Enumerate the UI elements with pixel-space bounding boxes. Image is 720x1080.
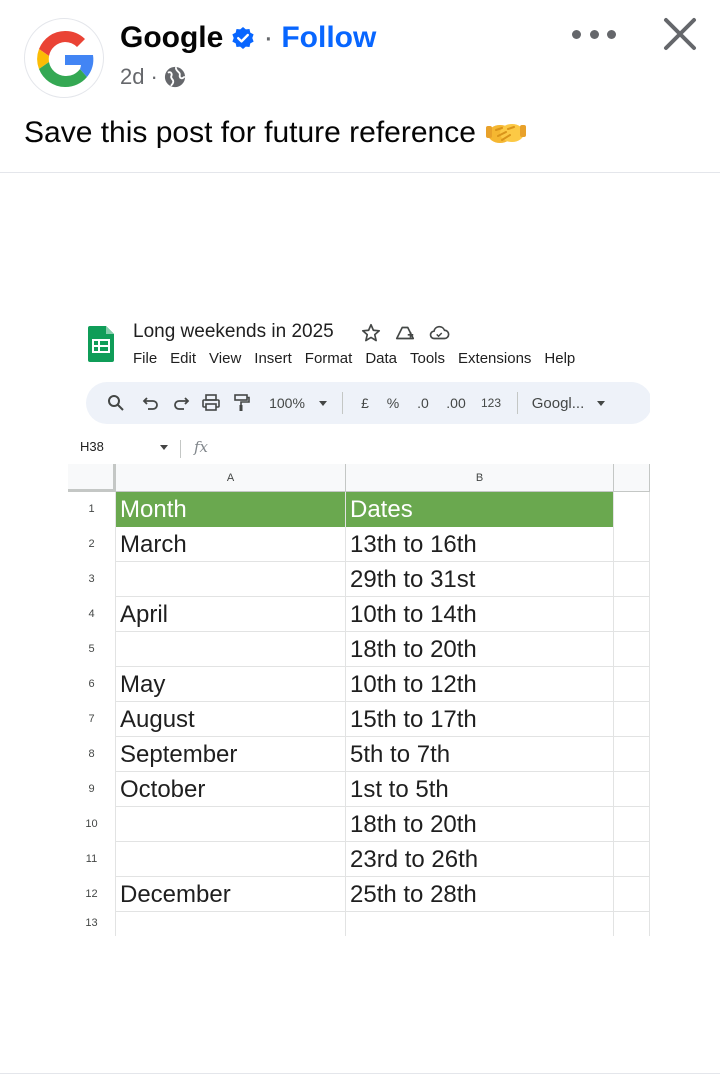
menu-view[interactable]: View	[209, 350, 242, 367]
redo-icon	[171, 393, 191, 413]
table-row	[68, 912, 650, 936]
google-avatar[interactable]	[24, 18, 104, 98]
menu-tools[interactable]: Tools	[410, 350, 446, 367]
table-row	[68, 877, 650, 912]
print-icon	[201, 393, 221, 413]
google-logo-icon	[25, 19, 104, 98]
row-number[interactable]: 1	[68, 492, 116, 527]
cell-c5[interactable]	[614, 632, 650, 667]
cell-c7[interactable]	[614, 702, 650, 737]
more-dot-icon	[590, 30, 599, 39]
cell-c1[interactable]	[614, 492, 650, 527]
meta-separator: ·	[150, 64, 158, 89]
name-box-dropdown-icon[interactable]	[160, 445, 168, 450]
spreadsheet-image[interactable]	[68, 312, 650, 936]
document-title[interactable]: Long weekends in 2025	[133, 321, 334, 342]
cell-c4[interactable]	[614, 597, 650, 632]
row-number[interactable]: 6	[68, 667, 116, 702]
cell-a12[interactable]: December	[116, 877, 346, 912]
cell-a9[interactable]: October	[116, 772, 346, 807]
table-row	[68, 737, 650, 772]
menu-help[interactable]: Help	[544, 350, 576, 367]
more-dot-icon	[572, 30, 581, 39]
cell-a5[interactable]	[116, 632, 346, 667]
separator-dot: ·	[263, 21, 274, 54]
cell-b9[interactable]: 1st to 5th	[346, 772, 614, 807]
cell-a11[interactable]	[116, 842, 346, 877]
table-row	[68, 527, 650, 562]
cell-a3[interactable]	[116, 562, 346, 597]
cell-c8[interactable]	[614, 737, 650, 772]
cell-a6[interactable]: May	[116, 667, 346, 702]
cloud-status-icon[interactable]	[428, 322, 450, 344]
menu-format[interactable]: Format	[304, 350, 353, 367]
menu-edit[interactable]: Edit	[170, 350, 197, 367]
paint-format-button[interactable]	[226, 393, 256, 413]
globe-icon	[164, 66, 186, 88]
cell-a2[interactable]: March	[116, 527, 346, 562]
cell-a13[interactable]	[116, 912, 346, 936]
row-number[interactable]: 5	[68, 632, 116, 667]
font-dropdown-icon[interactable]	[590, 401, 612, 406]
cell-c6[interactable]	[614, 667, 650, 702]
undo-icon	[141, 393, 161, 413]
follow-button[interactable]: Follow	[281, 21, 377, 54]
row-number[interactable]: 2	[68, 527, 116, 562]
author-name[interactable]: Google	[120, 21, 224, 54]
fx-icon: fx	[194, 438, 209, 456]
cell-c12[interactable]	[614, 877, 650, 912]
menu-data[interactable]: Data	[365, 350, 397, 367]
handshake-emoji-icon	[486, 118, 526, 148]
post-time[interactable]: 2d	[120, 64, 145, 89]
print-button[interactable]	[196, 393, 226, 413]
post-caption: Save this post for future reference	[24, 116, 476, 149]
column-header-a[interactable]: A	[116, 464, 346, 492]
row-number[interactable]: 11	[68, 842, 116, 877]
currency-format-button[interactable]: £	[361, 395, 369, 411]
cell-b4[interactable]: 10th to 14th	[346, 597, 614, 632]
cell-b2[interactable]: 13th to 16th	[346, 527, 614, 562]
post-bottom-divider	[0, 1073, 720, 1074]
row-number[interactable]: 13	[68, 912, 116, 936]
column-header-b[interactable]: B	[346, 464, 614, 492]
select-all-corner[interactable]	[68, 464, 116, 492]
cell-b10[interactable]: 18th to 20th	[346, 807, 614, 842]
row-number[interactable]: 4	[68, 597, 116, 632]
cell-b5[interactable]: 18th to 20th	[346, 632, 614, 667]
row-number[interactable]: 10	[68, 807, 116, 842]
post-divider	[0, 172, 720, 173]
star-icon[interactable]	[360, 322, 382, 344]
search-menus-button[interactable]	[104, 393, 128, 413]
table-row	[68, 807, 650, 842]
toolbar	[86, 382, 650, 424]
table-row	[68, 702, 650, 737]
cell-b12[interactable]: 25th to 28th	[346, 877, 614, 912]
menu-insert[interactable]: Insert	[254, 350, 292, 367]
cell-c9[interactable]	[614, 772, 650, 807]
cell-b7[interactable]: 15th to 17th	[346, 702, 614, 737]
cell-a4[interactable]: April	[116, 597, 346, 632]
verified-badge-icon	[231, 26, 255, 50]
table-row	[68, 842, 650, 877]
column-header-c[interactable]	[614, 464, 650, 492]
row-number[interactable]: 8	[68, 737, 116, 772]
zoom-dropdown-icon[interactable]	[312, 401, 334, 406]
cell-a8[interactable]: September	[116, 737, 346, 772]
undo-button[interactable]	[136, 393, 166, 413]
increase-decimal-button[interactable]: .00	[446, 395, 466, 411]
row-number[interactable]: 9	[68, 772, 116, 807]
search-icon	[106, 393, 126, 413]
row-number[interactable]: 7	[68, 702, 116, 737]
move-to-folder-icon[interactable]	[394, 322, 416, 344]
table-row	[68, 597, 650, 632]
cell-b13[interactable]	[346, 912, 614, 936]
toolbar-divider	[517, 392, 518, 414]
menu-file[interactable]: File	[133, 350, 158, 367]
close-icon[interactable]	[658, 12, 702, 56]
table-row	[68, 772, 650, 807]
redo-button[interactable]	[166, 393, 196, 413]
cell-b1[interactable]: Dates	[346, 492, 614, 527]
table-row	[68, 562, 650, 597]
font-select[interactable]: Googl...	[531, 394, 585, 412]
paint-format-icon	[231, 393, 251, 413]
zoom-select[interactable]: 100%	[269, 395, 305, 411]
menu-extensions[interactable]: Extensions	[458, 350, 532, 367]
cell-c2[interactable]	[614, 527, 650, 562]
decrease-decimal-button[interactable]: .0	[417, 395, 429, 411]
cell-b6[interactable]: 10th to 12th	[346, 667, 614, 702]
cell-b11[interactable]: 23rd to 26th	[346, 842, 614, 877]
table-row	[68, 667, 650, 702]
more-dot-icon	[607, 30, 616, 39]
percent-format-button[interactable]: %	[386, 395, 400, 411]
row-number[interactable]: 12	[68, 877, 116, 912]
more-formats-button[interactable]: 123	[480, 396, 502, 410]
row-number[interactable]: 3	[68, 562, 116, 597]
cell-b8[interactable]: 5th to 7th	[346, 737, 614, 772]
cell-c13[interactable]	[614, 912, 650, 936]
cell-c11[interactable]	[614, 842, 650, 877]
table-row	[68, 492, 650, 527]
google-sheets-logo-icon	[88, 326, 114, 362]
cell-c3[interactable]	[614, 562, 650, 597]
toolbar-divider	[342, 392, 343, 414]
cell-c10[interactable]	[614, 807, 650, 842]
table-row	[68, 632, 650, 667]
more-options-button[interactable]	[570, 20, 618, 48]
cell-a1[interactable]: Month	[116, 492, 346, 527]
formula-divider	[180, 440, 181, 458]
cell-a10[interactable]	[116, 807, 346, 842]
cell-b3[interactable]: 29th to 31st	[346, 562, 614, 597]
name-box[interactable]: H38	[80, 439, 104, 454]
cell-a7[interactable]: August	[116, 702, 346, 737]
